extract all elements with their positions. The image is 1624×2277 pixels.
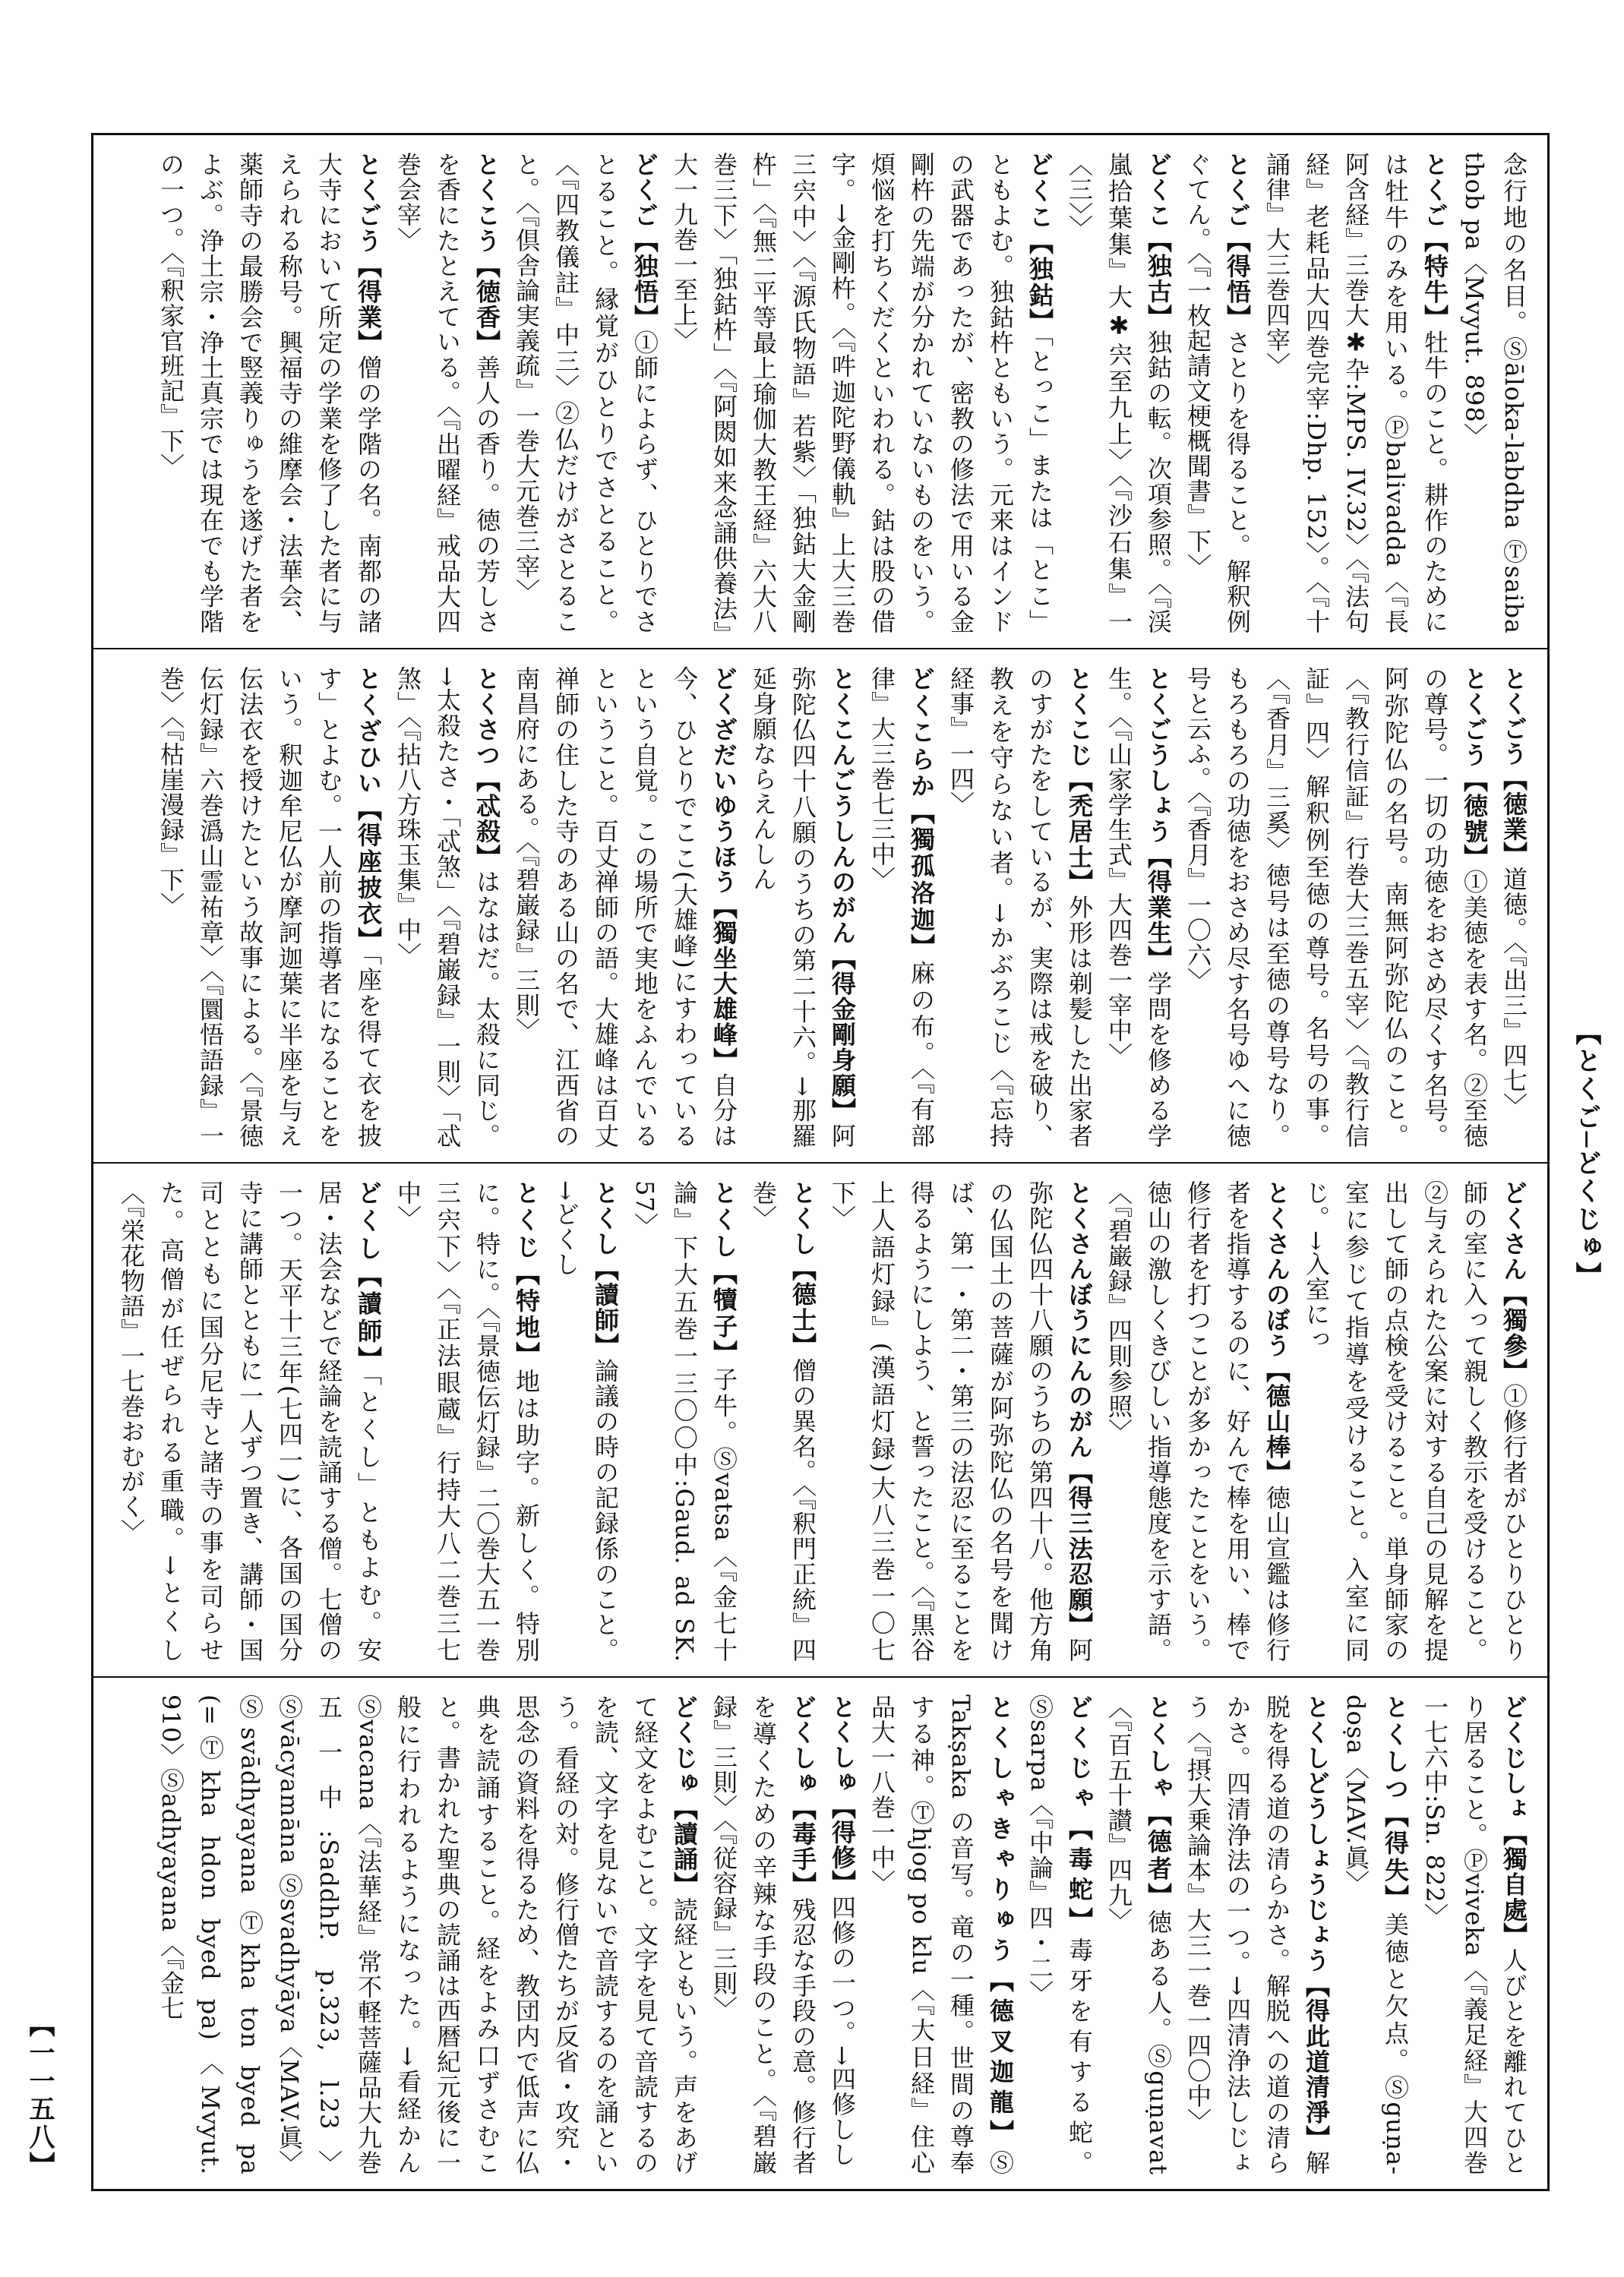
entry-headword: とくごう【得業】 (354, 152, 383, 355)
entry-headword: どくこらか【獨孤洛迦】 (907, 666, 936, 961)
entry-headword: とくごう【徳號】 (1460, 666, 1489, 870)
entry-definition: 独鈷の転。次項参照。〈『渓嵐拾葉集』大✱宍至九上〉〈『沙石集』一〈三〉〉 (1065, 152, 1173, 634)
entry-definition: 外形は剃髪した出家者のすがたをしているが、実際は戒を破り、教えを守らない者。→かぶろこじ〈『忘持経事』一四〉 (946, 666, 1094, 1148)
dictionary-entry (625, 1180, 744, 1663)
tier-2 (93, 649, 1547, 1164)
entry-definition: 阿弥陀仏四十八願のうちの第二十六。→那羅延身願ならえんしん (749, 666, 857, 1148)
dictionary-entry (546, 1180, 625, 1663)
dictionary-entry (1455, 152, 1534, 634)
entry-definition: 道徳。〈『出三』四七〉 (1499, 867, 1528, 1118)
dictionary-entry (862, 1694, 1020, 2175)
dictionary-entry (941, 666, 1099, 1148)
dictionary-entry (1257, 152, 1455, 634)
entry-definition: 読経ともいう。声をあげて経文をよむこと。文字を見て音読するのを読、文字を見ないで音読するのを誦という。看経の対。修行僧たちが反省・攻究・思念の資料を得るため、教団内で低声に仏典を読誦すること。経をよみ口ずさむこと。書かれた聖典の読誦は西暦紀元後に一般に行われるようになった。→看経かん Ⓢvacana〈『法華経』常不軽菩薩品大九巻五一中:SaddhP. p.323, l.23〉Ⓢvācyamāna Ⓢsvadhyāya〈MAV.眞〉Ⓢsvādhyayana Ⓣkha ton byed pa (=Ⓣkha hdon byed pa)〈Mvyut. 910〉Ⓢadhyayana〈『金七 (156, 1694, 699, 2175)
dictionary-entry (1060, 152, 1178, 634)
tier-4-text (107, 1694, 1534, 2175)
entry-headword: とくこんごうしんのがん【得金剛身願】 (828, 666, 857, 1123)
entry-headword: とくしゃ【德者】 (1144, 1694, 1173, 1909)
entry-definition: ①美徳を表す名。②至徳の尊号。一切の功徳をおさめ尽くす名号。阿弥陀仏の名号。南無阿弥陀仏のこと。〈『教行信証』行巻大三巻五宰〉〈『教行信証』四〉解釈例至徳の尊号。名号の事。〈『香月』三奚〉徳号は至徳の尊号なり。もろもろの功徳をおさめ尽す名号ゆへに徳号と云ふ。〈『香月』一〇六〉 (1183, 666, 1489, 1148)
entry-headword: どくじゃ【毒蛇】 (1065, 1694, 1094, 1938)
entry-definition: 美徳と欠点。Ⓢguṇa-doṣa〈MAV.眞〉 (1341, 1694, 1410, 2175)
dictionary-entry (151, 1694, 704, 2175)
dictionary-entry (744, 1180, 823, 1663)
entry-headword: とくご【得悟】 (1223, 152, 1252, 330)
dictionary-entry (862, 666, 941, 1148)
entry-headword: どくこ【独鈷】 (1025, 152, 1054, 335)
entry-headword: とくご【特牛】 (1420, 152, 1449, 330)
entry-headword: どくじゅ【讀誦】 (670, 1694, 699, 1897)
dictionary-entry (1020, 1694, 1099, 2175)
entry-headword: どくご【独悟】 (630, 152, 659, 330)
entry-definition: 麻の布。〈『有部律』大三巻七三中〉 (867, 666, 936, 1148)
entry-headword: とくし【德士】 (788, 1180, 817, 1358)
entry-definition: 牡牛のこと。耕作のためには牡牛のみを用いる。Ⓟbalivadda〈『長阿含経』三巻大✱卆:MPS. IV.32〉〈『法句経』老耗品大四巻完宰:Dhp. 152〉。〈『十誦律』大三巻四宰〉 (1262, 152, 1449, 634)
entry-headword: とくし【犢子】 (709, 1180, 738, 1367)
dictionary-entry (1297, 1180, 1534, 1663)
entry-headword: とくざひい【得座披衣】 (354, 666, 383, 953)
entry-definition: 人びとを離れてひとり居ること。Ⓟviveka〈『義足経』大四巻一七六中:Sn. 822〉 (1420, 1694, 1528, 2175)
dictionary-entry (112, 1180, 388, 1663)
entry-headword: とくしゃきゃりゅう【德叉迦龍】 (986, 1694, 1015, 2150)
entry-headword: とくごうしょう【得業生】 (1144, 666, 1173, 971)
page-number: 【一一五八】 (24, 2011, 55, 2180)
entry-definition: 子牛。Ⓢvatsa〈『金七十論』下大五巻一三〇〇中:Gaud. ad SK. 57〉 (630, 1180, 738, 1663)
entry-definition: 善人の香り。徳の芳しさを香にたとえている。〈『出曜経』戒品大四巻会宰〉 (393, 152, 501, 634)
entry-headword: とくごう【徳業】 (1499, 666, 1528, 867)
entry-headword: とくさつ【忒殺】 (472, 666, 501, 870)
entry-definition: 徳山宣鑑は修行者を指導するのに、好んで棒を用い、棒で修行者を打つことが多かったことをいう。徳山の激しくきびしい指導態度を示す語。〈『碧巌録』四則参照〉 (1104, 1180, 1291, 1663)
entry-headword: とくさんのぼう【德山棒】 (1262, 1180, 1291, 1486)
dictionary-entry (388, 666, 507, 1148)
dictionary-entry (1099, 1180, 1297, 1663)
entry-headword: とくしどうしょうじょう【得此道清淨】 (1302, 1694, 1331, 2150)
entry-definition: 阿弥陀仏四十八願のうちの第四十八。他方角の仏国土の菩薩が阿弥陀仏の名号を聞けば、第一・第二・第三の法忍に至ることを得るようにしよう、と誓ったこと。〈『黒谷上人語灯録』(漢語灯録)大八三巻一〇七下〉 (828, 1180, 1094, 1663)
entry-definition: 念行地の名目。Ⓢāloka-labdha Ⓣsaiba thob pa〈Mvyut. 898〉 (1460, 152, 1528, 634)
entry-headword: とくさんぼうにんのがん【得三法忍願】 (1065, 1180, 1094, 1637)
entry-definition: 徳ある人。Ⓢguṇavat〈『百五十讃』四九〉 (1104, 1694, 1173, 2175)
dictionary-entry (388, 152, 507, 634)
tier-3 (93, 1164, 1547, 1678)
entry-headword: どくざだいゆうほう【獨坐大雄峰】 (709, 666, 738, 1073)
entry-definition: 「座を得て衣を披す」とよむ。一人前の指導者になることをいう。釈迦牟尼仏が摩訶迦葉に半座を与え伝法衣を授けたという故事による。〈『景徳伝灯録』六巻潙山霊祐章〉〈『圜悟語録』一巻〉〈『枯崖漫録』下〉 (156, 666, 383, 1148)
entry-headword: どくじしょ【獨自處】 (1499, 1694, 1528, 1948)
entry-definition: 僧の学階の名。南都の諸大寺において所定の学業を修了した者に与えられる称号。興福寺の維摩会・法華会、薬師寺の最勝会で竪義りゅうを遂げた者をよぶ。浄土宗・浄土真宗では現在でも学階の一つ。〈『釈家官班記』下〉 (156, 152, 383, 634)
entry-definition: ①師によらず、ひとりでさとること。縁覚がひとりでさとること。〈『四教儀註』中三〉②仏だけがさとること。〈『倶舎論実義疏』一巻大元巻三宰〉 (512, 152, 659, 634)
entry-definition: さとりを得ること。解釈例ぐてん。〈『一枚起請文梗概聞書』下〉 (1183, 152, 1252, 634)
entry-definition: 「とっこ」または「とこ」ともよむ。独鈷杵ともいう。元来はインドの武器であったが、密教の修法で用いる金剛杵の先端が分かれていないものをいう。煩悩を打ちくだくといわれる。鈷は股の借字。→金剛杵。〈『吽迦陀野儀軌』上大三巻三宍中〉〈『源氏物語』若紫〉「独鈷大金剛杵」〈『無二平等最上瑜伽大教王経』六大八巻三下〉「独鈷杵」〈『阿閦如来念誦供養法』大一九巻一至上〉 (670, 152, 1054, 634)
entry-definition: 毒牙を有する蛇。Ⓢsarpa〈『中論』四・二〉 (1025, 1694, 1094, 2175)
dictionary-entry (151, 666, 388, 1148)
entry-definition: 「とくし」ともよむ。安居・法会などで経論を読誦する僧。七僧の一つ。天平十三年(七四一)に、各国の国分寺に講師とともに一人ずつ置き、講師・国司とともに国分尼寺と諸寺の事を司らせた。高僧が任ぜられる重職。→とくし〈『栄花物語』一七巻おむがく〉 (117, 1180, 383, 1663)
tier-1-text (107, 152, 1534, 634)
dictionary-entry (507, 666, 744, 1148)
entry-definition: 僧の異名。〈『釈門正統』四巻〉 (749, 1180, 817, 1663)
entry-definition: 解脱を得る道の清らかさ。解脱への道の清らかさ。四清浄法の一つ。→四清浄法しじょう〈『摂大乗論本』大三一巻一四〇中〉 (1183, 1694, 1331, 2175)
entry-definition: 自分は今、ひとりでここ(大雄峰)にすわっているという自覚。この場所で実地をふんでいるということ。百丈禅師の語。大雄峰は百丈禅師の住した寺のある山の名で、江西省の南昌府にある。〈『碧巌録』三則〉 (512, 666, 738, 1148)
entry-definition: 地は助字。新しく。特別に。特に。〈『景徳伝灯録』二〇巻大五一巻三宍下〉〈『正法眼蔵』行持大八二巻三七中〉 (393, 1180, 541, 1663)
dictionary-entry (388, 1180, 546, 1663)
dictionary-entry (1178, 152, 1257, 634)
dictionary-entry (704, 1694, 823, 2175)
dictionary-entry (823, 1180, 1099, 1663)
entry-headword: とくじ【特地】 (512, 1180, 541, 1369)
tier-3-text (107, 1180, 1534, 1663)
dictionary-entry (507, 152, 665, 634)
entry-headword: とくし【讀師】 (591, 1180, 620, 1359)
entry-definition: 論議の時の記録係のこと。→どくし (551, 1180, 620, 1663)
dictionary-entry (744, 666, 862, 1148)
dictionary-entry (1099, 666, 1178, 1148)
running-head: 【とくご─どくじゅ】 (1571, 1018, 1601, 1290)
entry-headword: とくしつ【得失】 (1381, 1694, 1410, 1912)
entry-headword: とくしゅ【得修】 (828, 1694, 857, 1895)
dictionary-entry (1178, 1694, 1336, 2175)
entry-definition: Ⓢ Takṣaka の音写。竜の一種。世間の尊奉する神。Ⓣhjog po klu〈『大日経』住心品大一八巻一中〉 (867, 1694, 1015, 2175)
tier-2-text (107, 666, 1534, 1148)
entry-headword: どくし【讀師】 (354, 1180, 383, 1374)
dictionary-page-frame (91, 133, 1550, 2191)
dictionary-entry (1099, 1694, 1178, 2175)
entry-definition: 学問を修める学生。〈『山家学生式』大四巻一宰中〉 (1104, 666, 1173, 1148)
entry-definition: はなはだ。太殺に同じ。→太殺たさ・「忒煞」〈『碧巌録』一則〉「忒煞」〈『拈八方珠玉集』中〉 (393, 666, 501, 1148)
dictionary-entry (823, 1694, 862, 2175)
entry-headword: とくこう【徳香】 (472, 152, 501, 355)
tier-4 (93, 1678, 1547, 2189)
dictionary-entry (1494, 666, 1534, 1148)
tier-1 (93, 135, 1547, 649)
dictionary-entry (1336, 1694, 1415, 2175)
entry-headword: とくこじ【禿居士】 (1065, 666, 1094, 895)
entry-definition: 残忍な手段の意。修行者を導くための辛辣な手段のこと。〈『碧巌録』三則〉〈『従容録』三則〉 (709, 1694, 817, 2175)
entry-definition: 四修の一つ。→四修しし (828, 1895, 857, 2167)
entry-headword: どくこ【独古】 (1144, 152, 1173, 330)
dictionary-entry (151, 152, 388, 634)
entry-headword: どくさん【獨參】 (1499, 1180, 1528, 1384)
dictionary-entry (665, 152, 1060, 634)
dictionary-entry (1415, 1694, 1534, 2175)
dictionary-entry (1178, 666, 1494, 1148)
entry-definition: ①修行者がひとりひとり師の室に入って親しく教示を受けること。②与えられた公案に対する自己の見解を提出して師の点検を受けること。単身師家の室に参じて指導を受けること。入室に同じ。→入室にっ (1302, 1180, 1528, 1663)
entry-headword: どくしゅ【毒手】 (788, 1694, 817, 1897)
